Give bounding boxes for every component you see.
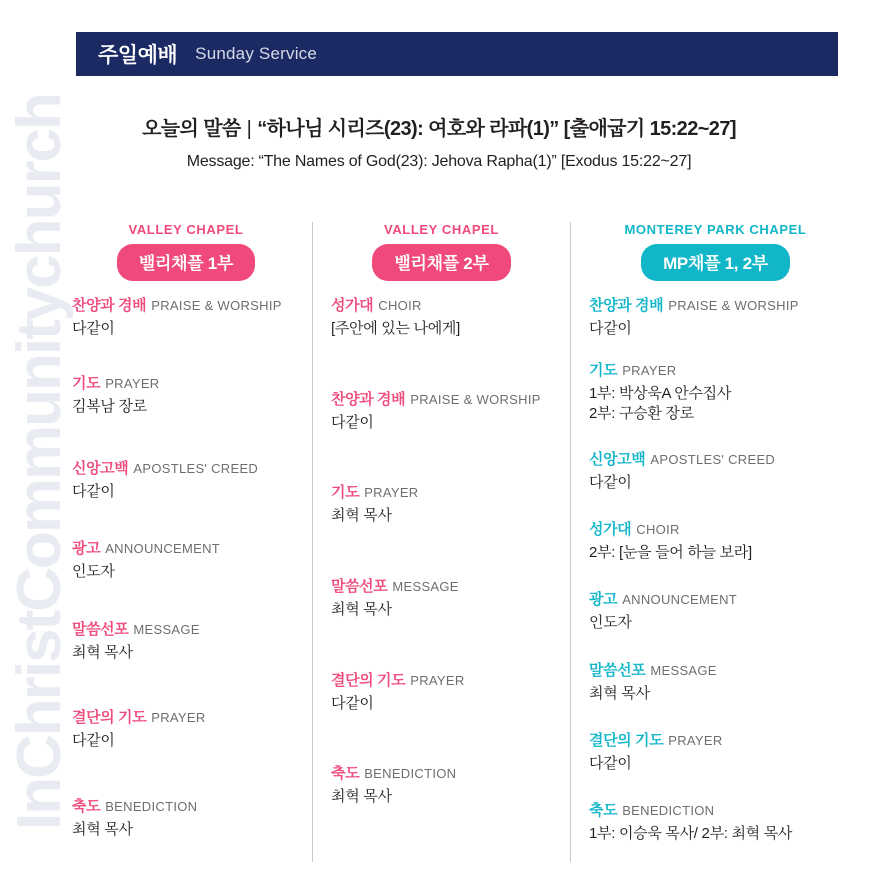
program-item-body (72, 319, 308, 339)
program-item-title (72, 460, 308, 478)
program-item-title (331, 484, 566, 502)
program-item-body-line: 다같이 (589, 474, 632, 491)
program-item-body (72, 731, 308, 751)
program-item-title-en: PRAYER (622, 363, 677, 378)
sermon-title-en: “The Names of God(23): Jehova Rapha(1)” [Exodus 15:22~27] (258, 153, 692, 170)
program-item-title-en: APOSTLES' CREED (650, 452, 776, 467)
program-item-title-en: PRAYER (151, 710, 206, 725)
program-item-title (72, 297, 308, 315)
program-item-title-en: PRAYER (668, 733, 723, 748)
chapel-name-en-3: MONTEREY PARK CHAPEL (624, 222, 807, 237)
program-item-title-ko: 찬양과 경배 (72, 297, 147, 314)
program-item-title (589, 362, 856, 380)
program-item (589, 802, 856, 844)
program-item (331, 672, 566, 714)
program-item-title-ko: 신앙고백 (72, 460, 129, 477)
program-item-title-ko: 신앙고백 (589, 451, 646, 468)
program-item-title (72, 798, 308, 816)
program-item-body-line: 김복남 장로 (72, 398, 147, 415)
program-item-title-ko: 말씀선포 (72, 621, 129, 638)
program-item-body (589, 384, 856, 425)
program-item-body-line: 인도자 (589, 614, 632, 631)
program-item-body (331, 694, 566, 714)
program-item (331, 297, 566, 339)
service-column-valley-2 (312, 222, 570, 862)
program-item-title-ko: 기도 (72, 375, 101, 392)
program-item-title-ko: 성가대 (331, 297, 374, 314)
program-item-body-line: 2부: [눈을 들어 하늘 보라] (589, 544, 752, 561)
program-item-body (331, 319, 566, 339)
program-item-title (72, 709, 308, 727)
program-item-title-en: PRAISE & WORSHIP (668, 298, 799, 313)
program-item-title-en: MESSAGE (650, 663, 717, 678)
section-header-bar (76, 32, 838, 76)
program-item-title-ko: 결단의 기도 (589, 732, 664, 749)
program-item-title-ko: 축도 (72, 798, 101, 815)
sermon-title-english-line (0, 153, 878, 171)
program-item-body (72, 643, 308, 663)
program-item (331, 484, 566, 526)
program-item-title (589, 451, 856, 469)
program-item (331, 391, 566, 433)
program-item-body (72, 820, 308, 840)
program-item-body-line: 최혁 목사 (72, 821, 133, 838)
program-item-body (331, 413, 566, 433)
sermon-title-block (0, 112, 878, 171)
program-item (331, 578, 566, 620)
sermon-label-ko: 오늘의 말씀 (142, 118, 241, 140)
program-item-body (72, 562, 308, 582)
program-item (72, 709, 308, 751)
program-item-title-en: MESSAGE (392, 579, 459, 594)
program-item-title-ko: 광고 (72, 540, 101, 557)
program-item-title-ko: 기도 (589, 362, 618, 379)
program-item-title (589, 802, 856, 820)
program-item-body (589, 613, 856, 633)
program-item-title-ko: 말씀선포 (331, 578, 388, 595)
program-item-body-line: 1부: 이승욱 목사/ 2부: 최혁 목사 (589, 825, 793, 842)
program-item-title-ko: 축도 (589, 802, 618, 819)
program-item-body (331, 787, 566, 807)
program-item-title-en: PRAYER (105, 376, 160, 391)
chapel-badge-2: 밸리채플 2부 (372, 244, 510, 281)
program-item-title-ko: 찬양과 경배 (589, 297, 664, 314)
sermon-divider: | (246, 118, 252, 140)
program-item-body (589, 684, 856, 704)
program-item-title (331, 297, 566, 315)
program-item-body-line: 다같이 (331, 695, 374, 712)
program-item-body-line: 최혁 목사 (331, 788, 392, 805)
program-item-title (589, 662, 856, 680)
program-item-body-line: 다같이 (72, 320, 115, 337)
service-columns (60, 222, 860, 862)
program-item-title-en: BENEDICTION (105, 799, 198, 814)
program-item-title-ko: 결단의 기도 (72, 709, 147, 726)
program-item (589, 521, 856, 563)
program-item-title (589, 521, 856, 539)
program-item-body (589, 473, 856, 493)
program-item-body (331, 600, 566, 620)
program-item (589, 591, 856, 633)
sermon-label-en: Message: (186, 153, 255, 170)
program-item (331, 765, 566, 807)
program-item-body-line: 다같이 (589, 755, 632, 772)
program-item-body-line: 최혁 목사 (589, 685, 650, 702)
program-item-title (589, 591, 856, 609)
program-item-title-ko: 축도 (331, 765, 360, 782)
program-item-body-line: 다같이 (72, 732, 115, 749)
program-item-title-en: BENEDICTION (622, 803, 715, 818)
column-header-valley-1 (72, 222, 312, 281)
program-item (589, 297, 856, 339)
program-item-title-ko: 성가대 (589, 521, 632, 538)
program-item (72, 460, 308, 502)
program-item-body-line: 인도자 (72, 563, 115, 580)
program-item-title-ko: 찬양과 경배 (331, 391, 406, 408)
program-item-body-line: 최혁 목사 (331, 601, 392, 618)
program-item-body-line: 다같이 (589, 320, 632, 337)
program-item-title (331, 578, 566, 596)
program-item-body (72, 482, 308, 502)
program-item-title (72, 375, 308, 393)
program-item-title (72, 621, 308, 639)
chapel-name-en-2: VALLEY CHAPEL (384, 222, 499, 237)
program-item-title (331, 672, 566, 690)
program-item-title-en: PRAYER (410, 673, 465, 688)
column-header-valley-2 (331, 222, 570, 281)
program-item (72, 540, 308, 582)
chapel-badge-3: MP채플 1, 2부 (641, 244, 790, 281)
program-item-title-ko: 광고 (589, 591, 618, 608)
program-item-title (589, 732, 856, 750)
program-item-body (72, 397, 308, 417)
chapel-name-en-1: VALLEY CHAPEL (128, 222, 244, 237)
sermon-title-korean-line (0, 112, 878, 141)
program-item-title (589, 297, 856, 315)
section-title-en: Sunday Service (195, 44, 318, 63)
program-item-body-line: 최혁 목사 (331, 507, 392, 524)
program-item-body-line: 2부: 구승환 장로 (589, 405, 694, 423)
program-item-body-line: 1부: 박상욱A 안수집사 (589, 385, 732, 402)
program-item (72, 375, 308, 417)
service-column-monterey-park (570, 222, 860, 862)
program-item-body-line: [주안에 있는 나에게] (331, 320, 460, 337)
program-item-title-en: PRAISE & WORSHIP (151, 298, 282, 313)
program-item-title-ko: 결단의 기도 (331, 672, 406, 689)
section-title-ko: 주일예배 (98, 44, 178, 67)
program-item-title-en: CHOIR (378, 298, 422, 313)
program-item-title-en: BENEDICTION (364, 766, 457, 781)
sermon-title-ko: “하나님 시리즈(23): 여호와 라파(1)” [출애굽기 15:22~27] (257, 118, 736, 140)
program-item-title (331, 391, 566, 409)
program-item-body (589, 543, 856, 563)
program-item-body-line: 다같이 (331, 414, 374, 431)
program-item (72, 297, 308, 339)
program-item-title-en: ANNOUNCEMENT (622, 592, 738, 607)
program-item-title (331, 765, 566, 783)
program-item-title-en: MESSAGE (133, 622, 200, 637)
program-item-body-line: 최혁 목사 (72, 644, 133, 661)
service-column-valley-1 (60, 222, 312, 862)
program-item-title-en: ANNOUNCEMENT (105, 541, 221, 556)
program-item (589, 362, 856, 425)
program-item-body (589, 824, 856, 844)
program-item-body-line: 다같이 (72, 483, 115, 500)
program-item-title-en: PRAYER (364, 485, 419, 500)
program-item (589, 732, 856, 774)
program-item-title (72, 540, 308, 558)
program-item (72, 798, 308, 840)
column-header-monterey-park (589, 222, 860, 281)
program-item-title-en: PRAISE & WORSHIP (410, 392, 541, 407)
chapel-badge-1: 밸리채플 1부 (117, 244, 255, 281)
program-item-title-en: APOSTLES' CREED (133, 461, 259, 476)
program-item-title-en: CHOIR (636, 522, 680, 537)
program-item-body (331, 506, 566, 526)
program-item (72, 621, 308, 663)
program-item-title-ko: 말씀선포 (589, 662, 646, 679)
watermark-text: InChristCommunitychurch (5, 94, 74, 830)
program-item-body (589, 754, 856, 774)
program-item-title-ko: 기도 (331, 484, 360, 501)
program-item (589, 662, 856, 704)
program-item (589, 451, 856, 493)
program-item-body (589, 319, 856, 339)
